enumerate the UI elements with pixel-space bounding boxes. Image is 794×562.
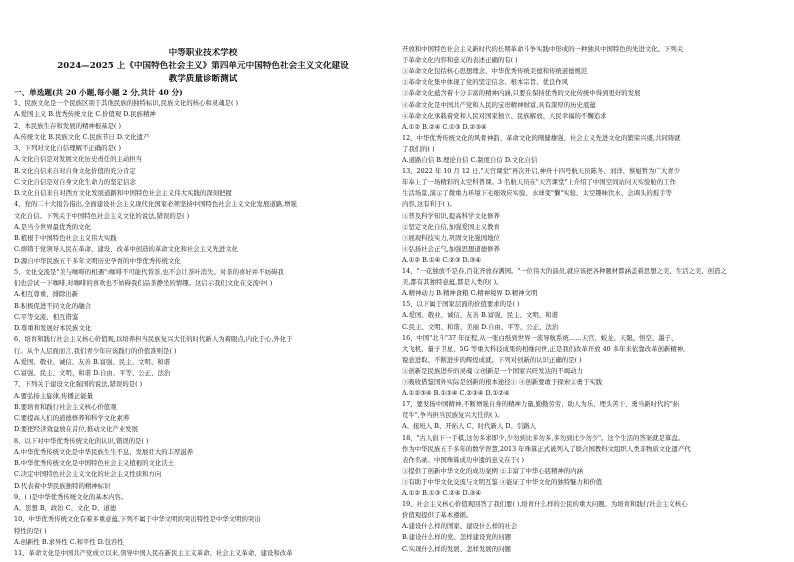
question-line: C.熔铸于党领导人民在革命、建设、改革中创造的革命文化和社会主义先进文化 xyxy=(14,245,238,254)
question-line: ④革命文化是中国共产党和人民的宝贵精神财富,具有深厚的历史底蕴 xyxy=(402,100,596,109)
question-line: C.平等交流、相互借鉴 xyxy=(14,312,79,321)
question-line: 15、以下属于国家层面的价值要求的是( ) xyxy=(402,300,520,309)
question-line: A.爱国、敬业、诚信、友善 B.富强、民主、文明、和谐 xyxy=(402,311,558,320)
question-line: B.积极促进不同文化的融合 xyxy=(14,301,92,310)
question-line: 价值观提供了基本遵循。 xyxy=(402,511,473,520)
question-line: 16、中国"北斗"37 年征程,从一张白纸到世界一流导航系统……天宫、蛟龙、天眼、悟空、墨子、 xyxy=(402,333,678,342)
question-line: B.建设什么样的党、怎样建设党的问题 xyxy=(402,533,511,542)
question-line: A.文化自信是对发展文化历史责任的主动担当 xyxy=(14,155,143,164)
question-line: A.要弘扬主旋律,传播正能量 xyxy=(14,391,93,400)
question-line: ①普及科学知识,提高科学文化修养 xyxy=(402,211,500,220)
question-line: 生活场景,演示了微重力环境下毛细效应实验、水球变"懒"实验、太空趣味饮水、会调头的扳手等 xyxy=(402,189,672,198)
question-line: ①革命文化包括核心思想理念、中华优秀传统美德和传统道德规范 xyxy=(402,67,588,76)
question-line: 表作名录。中国珠算成功申遗的意义在于( ) xyxy=(402,455,525,464)
question-line: A.①②③④ B.①③④ C.②③④ D.①②④ xyxy=(402,389,510,398)
question-line: ②革命文化集中体现了党的坚定信念、根本宗旨、优良作风 xyxy=(402,78,569,87)
question-line: 作为中华民族五千多年的数学智慧,2013 年珠算正式被列入了联合国教科文组织人类非物质文化遗产代 xyxy=(402,444,691,453)
question-line: 9、( )是中华优秀传统文化的基本内容。 xyxy=(14,492,128,501)
question-line: A.传统文化 B.民族文化 C.民族节日 D.文化遗产 xyxy=(14,132,150,141)
question-line: 荒牛",争当担当民族复兴大任的( )。 xyxy=(402,411,504,420)
question-line: A.爱国、敬业、诚信、友善 B.富强、民主、文明、和谐 xyxy=(14,357,170,366)
question-line: 14、"一花独放不是春,百花齐放春满园。"一位伟大的演员,就应该把各种题材都涵盖着思想之美、生活之美、创造之 xyxy=(402,267,727,275)
question-line: A.中华优秀传统文化是中华民族生生不息、发展壮大的丰厚滋养 xyxy=(14,447,194,456)
question-line: A.创新性 B.求异性 C.和平性 D.包容性 xyxy=(14,537,124,546)
question-line: A.建设什么样的国家、建设什么样的社会 xyxy=(402,522,518,531)
question-line: C.富强、民主、文明、和谐 D.自由、平等、公正、法治 xyxy=(14,369,171,377)
question-line: A、思想 B、政治 C、文化 D、道德 xyxy=(14,504,117,512)
question-line: 美,都有其独特意蕴,都是人类的( )。 xyxy=(402,278,503,287)
section-heading: 一、单选题(共 20 小题,每小题 2 分,共计 40 分) xyxy=(14,88,183,97)
question-line: ①创新是民族进步的灵魂 ②创新是一个国家兴旺发达的不竭动力 xyxy=(402,366,583,375)
question-line: 1、民族文化是一个民族区别于其他民族的独特标识,民族文化的核心和灵魂是( ) xyxy=(14,99,239,107)
question-line: A.①② B.①③ C.②④ D.③④ xyxy=(402,489,481,497)
question-line: 5、文化交流是"美与咖啡的相遇":咖啡不可能代替茶,也不会让茶叶消失。对茶的喜好并不妨碍我 xyxy=(14,267,284,276)
question-line: ②坚定文化自信,加强爱国主义教育 xyxy=(402,222,500,231)
exam-subtitle: 教学质量诊断测试 xyxy=(168,74,238,84)
question-line: 3、下列对文化自信理解不正确的是( ) xyxy=(14,144,121,152)
question-line: 7、下列关于建设文化强国的说法,错误的是( ) xyxy=(14,380,143,389)
question-line: 开放和中国特色社会主义新时代的长期革命斗争实践中形成的一种独具中国特色的先进文化。下列关 xyxy=(402,45,684,53)
question-line: C.实现什么样的发展、怎样发展的问题 xyxy=(402,544,511,553)
question-line: A.是当今世界最优秀的文化 xyxy=(14,222,91,231)
question-line: C.决定中国特色社会主义文化的社会主义性质和方向 xyxy=(14,470,162,479)
question-line: C.文化自信是对自身文化生命力的坚定信念 xyxy=(14,177,136,186)
question-line: ③吸收借鉴国外实际是创新的根本途径① ④创新要敢于探索②勇于实践 xyxy=(402,378,603,386)
question-line: 年奉上了一场精彩的太空科普课。3 名航天员在"天宫课堂"上介绍了中国空间站问天实验舱的工作 xyxy=(402,178,676,187)
question-line: A、接班人 B、开拓人 C、时代新人 D、引路人 xyxy=(402,422,537,431)
question-line: 内容,这有利于( )。 xyxy=(402,200,456,209)
school-title: 中等职业技术学校 xyxy=(168,48,238,58)
question-line: C.民主、文明、和谐、美丽 D.自由、平等、公正、法治 xyxy=(402,322,559,331)
question-line: B.要培育和践行社会主义核心价值观 xyxy=(14,402,117,411)
question-line: 了我们的( ) xyxy=(402,144,435,153)
question-line: 6、培育和践行社会主义核心价值观,以培养担当民族复兴大任的时代新人为着眼点,内化于心,外化于 xyxy=(14,335,293,344)
question-line: 4、党的二十大报告指出,全面建设社会主义现代化国家必须坚持中国特色社会主义文化发展道路,增强 xyxy=(14,200,297,209)
question-line: 于革命文化内容和意义的表述正确的有( ) xyxy=(402,56,518,65)
question-line: A.道路自信 B.理论自信 C.制度自信 D.文化自信 xyxy=(402,156,538,164)
question-line: ④革命文化承载着党和人民对国家独立、民族解放、人民幸福的不懈追求 xyxy=(402,111,607,120)
question-line: 19、社会主义核心价值观回答了我们要( ),培育什么样的公民的重大问题。为培育和践行社会主义核心 xyxy=(402,500,688,509)
question-line: 文化自信。下列关于中国特色社会主义文化的说法,错误的是( ) xyxy=(14,211,190,220)
question-line: D.文化自信来自对西方文化发展道路和中国特色社会主义伟大实践的深刻把握 xyxy=(14,189,232,197)
question-line: ③有助于中华文化交流与文明互鉴 ④能证了中华文化的独特魅力和价值 xyxy=(402,477,603,486)
question-line: A.①② B.②④ C.①③ D.②③④ xyxy=(402,122,487,131)
question-line: 8、以下对中华优秀传统文化的认识,错误的是( ) xyxy=(14,436,149,445)
question-line: 13、2022 年 10 月 12 日,"天宫课堂"再次开启,神舟十四号航天员陈冬、刘洋、蔡旭哲为广大青少 xyxy=(402,167,681,176)
question-line: 特性的是( ) xyxy=(14,526,47,535)
question-line: 2、本民族生存和发展的精神根基是( ) xyxy=(14,121,121,130)
question-line: B.中华优秀传统文化是中国特色社会主义植根的文化沃土 xyxy=(14,459,175,467)
question-line: A.①② B.①④ C.②③ D.③④ xyxy=(402,255,481,264)
question-line: A.爱国主义 B.优秀传统文化 C.价值观 D.民族精神 xyxy=(14,110,156,119)
question-line: 锐意进取、不断进步的辉煌成就。下列对创新的认识正确的是( ) xyxy=(402,355,582,364)
question-line: D.代表着中华民族独特的精神标识 xyxy=(14,481,111,490)
question-line: B.文化自信来自对自身文化价值的充分肯定 xyxy=(14,166,136,175)
question-line: ③展现科技实力,巩固文化强国地位 xyxy=(402,233,500,242)
question-line: 们也尝试一下咖啡,对咖啡的喜欢也不妨碍我们品茶静坐的情趣。这启示我们文化在交流中( ) xyxy=(14,279,273,287)
question-line: D.要把经济效益放在首位,推动文化产业发展 xyxy=(14,425,138,434)
question-line: D.尊重和发展好本民族文化 xyxy=(14,324,92,332)
question-line: A.相互尊重、排除出新 xyxy=(14,290,79,299)
question-line: 行。从个人层面而言,我们青少年应该践行的价值准则是( ) xyxy=(14,346,177,355)
question-line: C.要提高人们的道德修养和科学文化素养 xyxy=(14,414,130,422)
question-line: 10、中华优秀传统文化有着多重意蕴,下列不属于中华文明的突出特性是中华文明的突出 xyxy=(14,515,261,524)
question-line: A.精神动力 B.精神食粮 C.精神境界 D.精神文明 xyxy=(402,289,538,298)
question-line: 18、"古人倡下一手棋,这勿多求即少,少勿到比多勿多,多勿到比少勿少"。这个生活的答案就是算盘。 xyxy=(402,433,685,442)
exam-title: 2024—2025 上《中国特色社会主义》第四单元中国特色社会主义文化建设 xyxy=(57,61,349,71)
question-line: ③革命文化蕴含着十分丰富的精神内涵,只要在保持优秀的文化传统中得到更好的发展 xyxy=(402,89,641,98)
question-line: 大飞机、量子卫星、5G 等重大科技成果的相继问世,正是我们改革开放 40 多年来依靠改革创新精神, xyxy=(402,344,686,353)
question-line: B.植根于中国特色社会主义伟大实践 xyxy=(14,234,117,242)
question-line: 11、革命文化是中国共产党成立以来,领导中国人民在新民主主义革命、社会主义革命、建设和改革 xyxy=(14,549,293,557)
question-line: D.源自中华民族五千多年文明历史孕育的中华优秀传统文化 xyxy=(14,256,181,265)
question-line: ④弘扬社会正气,加强思想道德修养 xyxy=(402,244,500,253)
question-line: 12、中华优秀传统文化的风骨神韵、革命文化的刚健雄强、社会主义先进文化的繁荣兴盛,共同铸就 xyxy=(402,133,681,142)
question-line: 17、要发扬中国精神,不断增强自身的精神力量,勤勤劳劳、助人为乐、埋头苦干、勇当新时代的"拓 xyxy=(402,400,680,409)
question-line: ①提供了创新中华文化的成功案例 ②丰富了中华心底精神的内涵 xyxy=(402,466,583,475)
